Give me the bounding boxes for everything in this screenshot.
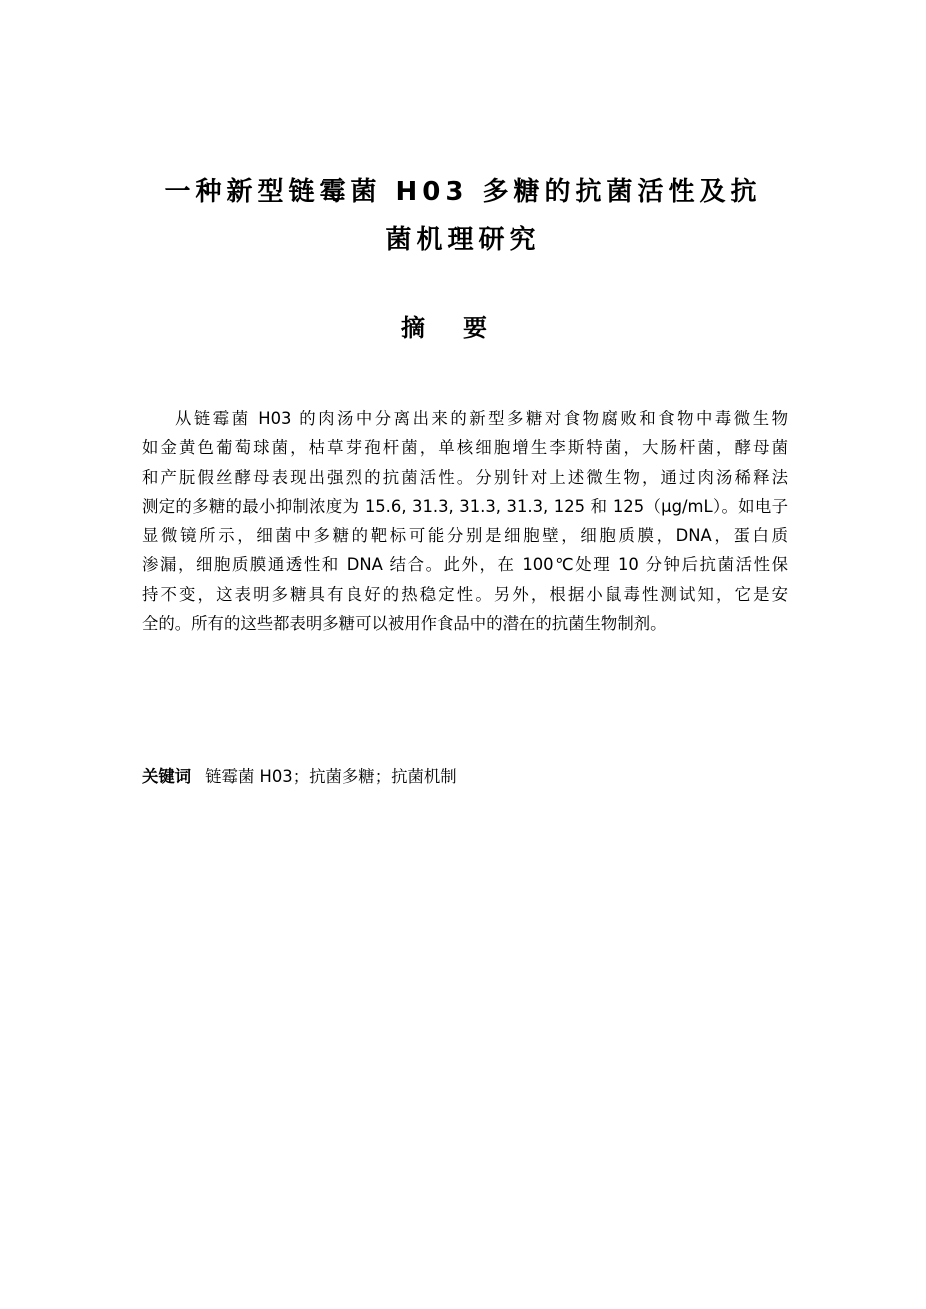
paper-title-line-1: 一种新型链霉菌 H03 多糖的抗菌活性及抗 <box>164 177 762 207</box>
abstract-heading: 摘要 <box>401 314 525 342</box>
abstract-line: 持不变，这表明多糖具有良好的热稳定性。另外，根据小鼠毒性测试知，它是安 <box>142 584 788 604</box>
abstract-line: 全的。所有的这些都表明多糖可以被用作食品中的潜在的抗菌生物制剂。 <box>142 614 667 634</box>
abstract-line: 测定的多糖的最小抑制浓度为 15.6, 31.3, 31.3, 31.3, 125 和 125（μg/mL）。如电子 <box>142 496 788 516</box>
keywords-label: 关键词 <box>142 767 192 786</box>
abstract-line: 显微镜所示，细菌中多糖的靶标可能分别是细胞壁，细胞质膜，DNA，蛋白质 <box>142 526 788 546</box>
keywords <box>142 763 788 791</box>
paper-title-line-2: 菌机理研究 <box>385 225 541 255</box>
abstract-body <box>142 404 788 638</box>
keywords-text: 链霉菌 H03；抗菌多糖；抗菌机制 <box>205 767 457 786</box>
abstract-line: 从链霉菌 H03 的肉汤中分离出来的新型多糖对食物腐败和食物中毒微生物 <box>175 409 788 428</box>
paper-title <box>140 168 786 264</box>
abstract-line: 如金黄色葡萄球菌，枯草芽孢杆菌，单核细胞增生李斯特菌，大肠杆菌，酵母菌 <box>142 438 788 458</box>
abstract-line: 渗漏，细胞质膜通透性和 DNA 结合。此外，在 100℃处理 10 分钟后抗菌活性保 <box>142 555 788 575</box>
abstract-line: 和产朊假丝酵母表现出强烈的抗菌活性。分别针对上述微生物，通过肉汤稀释法 <box>142 467 788 487</box>
